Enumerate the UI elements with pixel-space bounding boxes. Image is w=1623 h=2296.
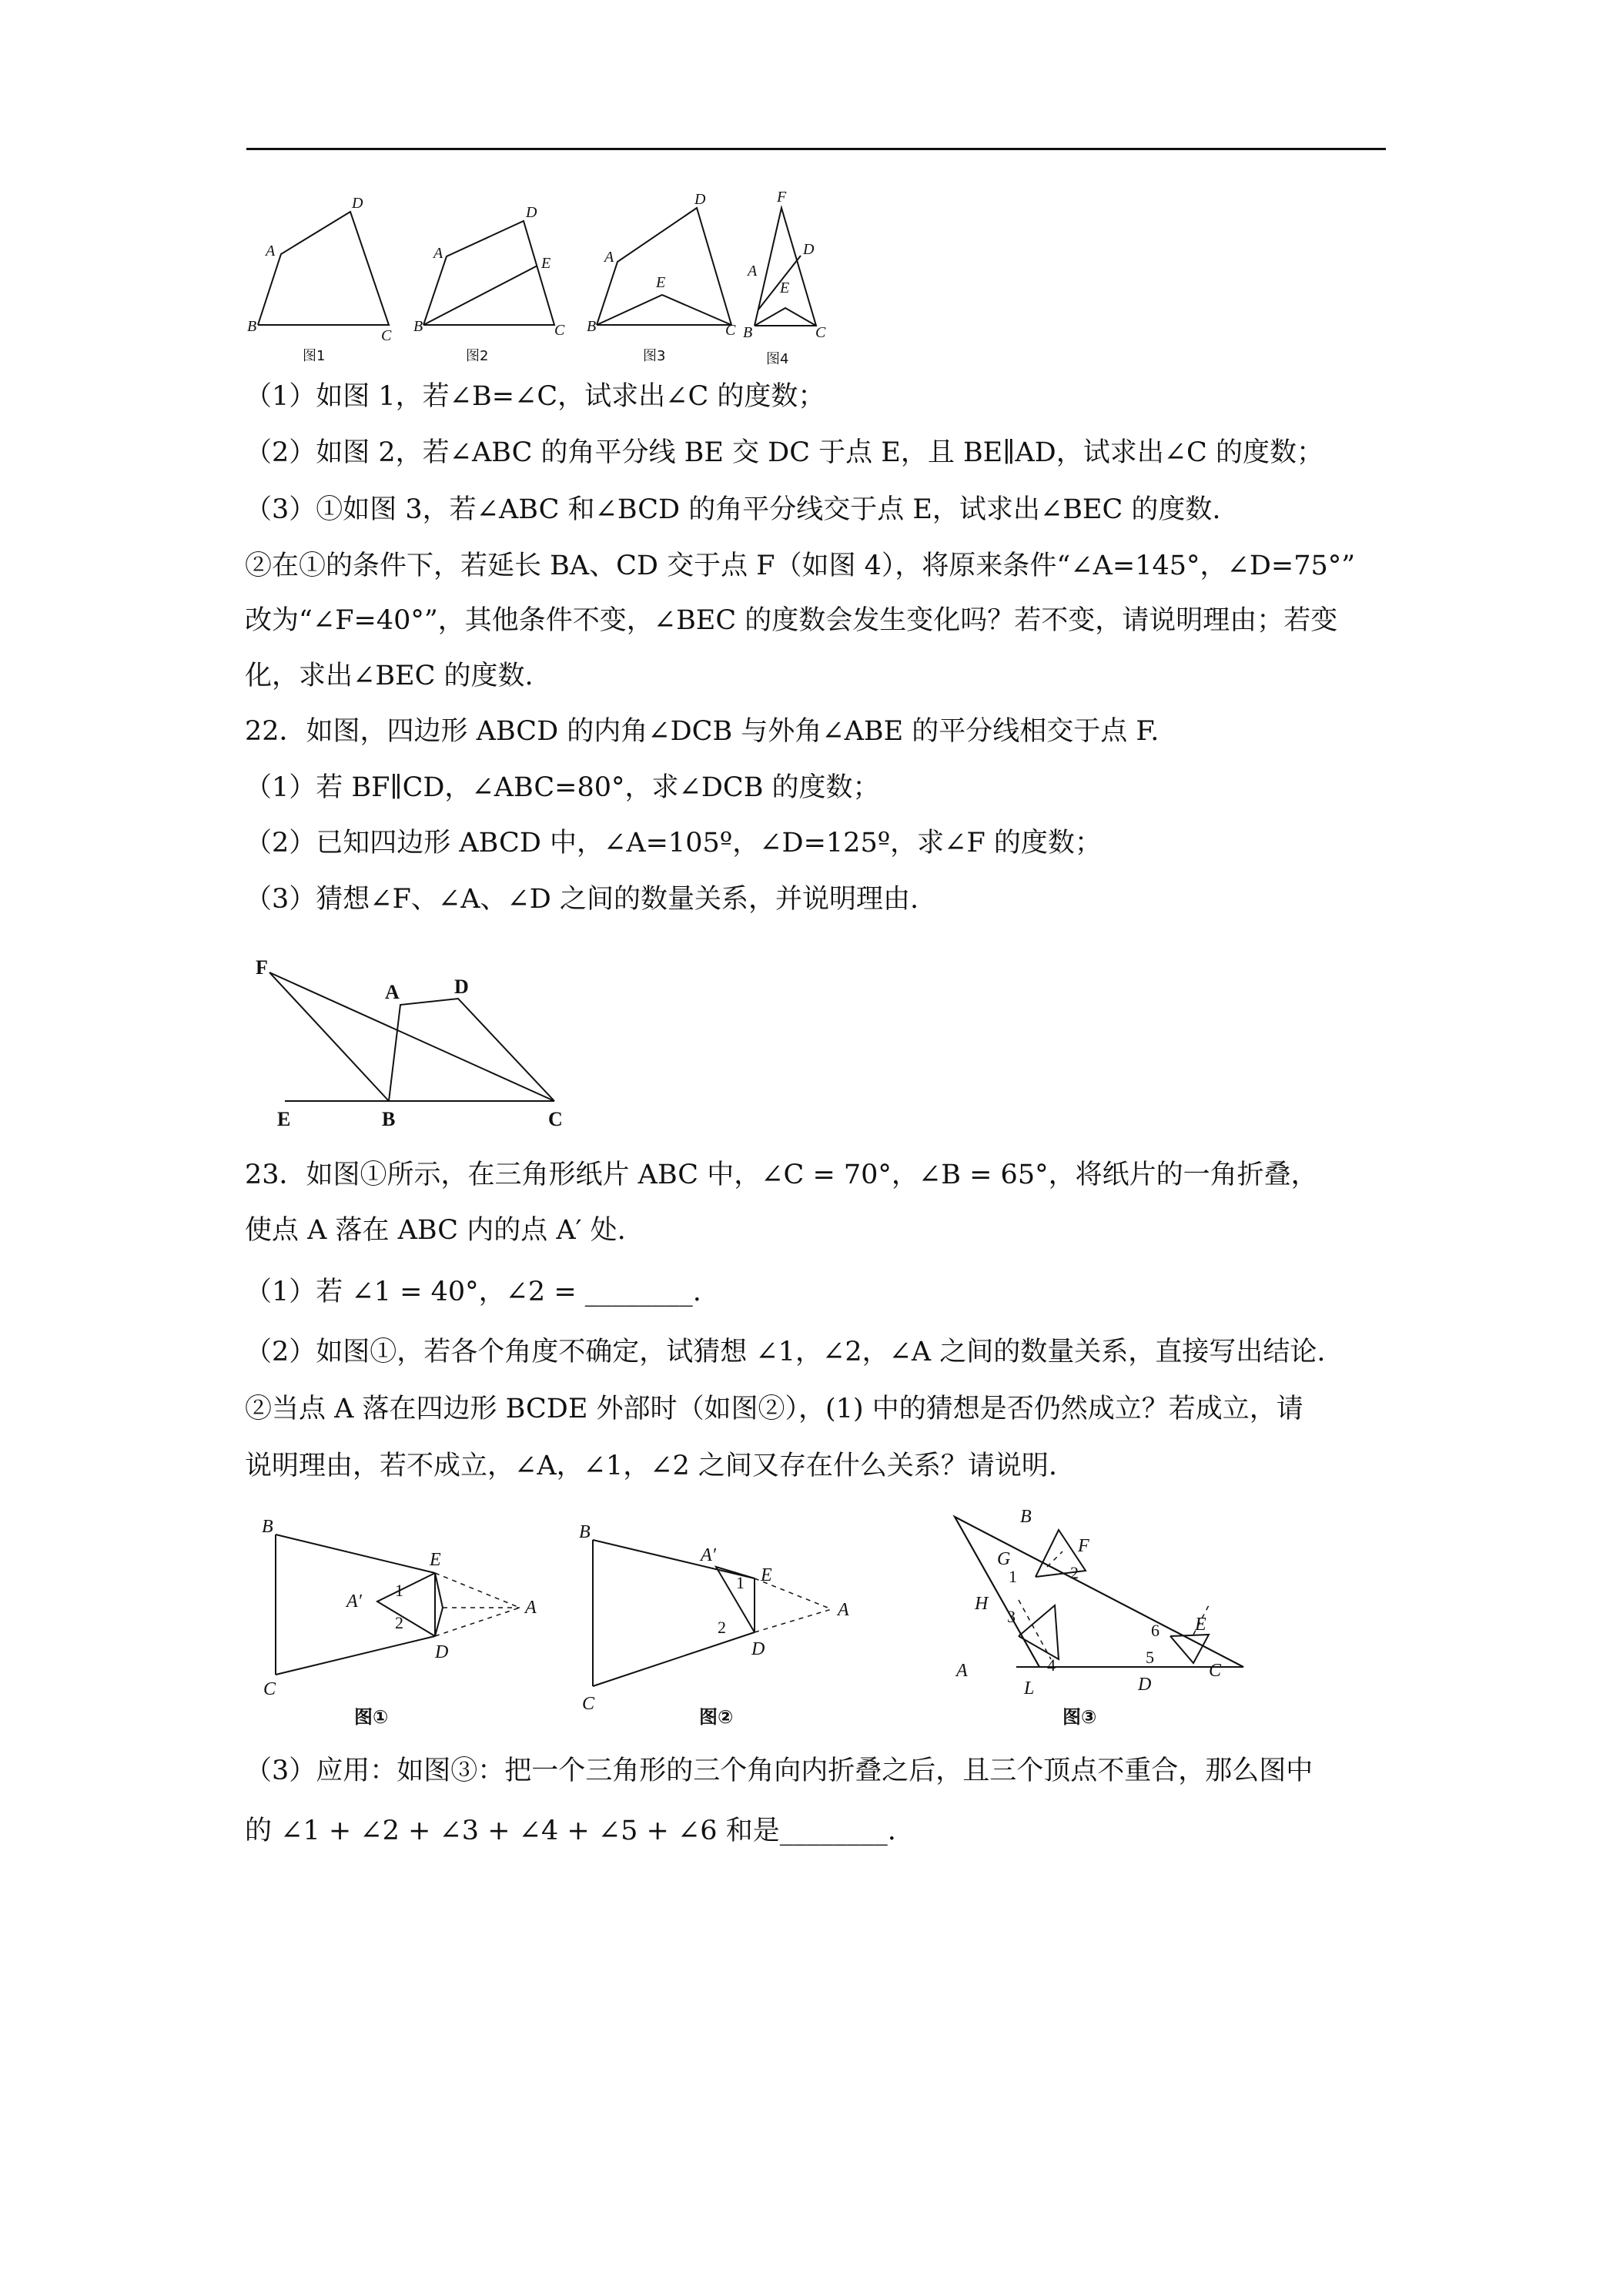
fig1-label-c: C [381,327,392,344]
text-line-14: （2）如图①，若各个角度不确定，试猜想 ∠1，∠2，∠A 之间的数量关系，直接写出结论. [245,1337,1326,1367]
fig1-label-b: B [247,318,257,335]
fig2-label-d: D [526,204,537,221]
fig3-label-c: C [725,322,736,339]
fig1-label-d: D [352,195,363,212]
figure-22 [246,951,577,1136]
fig4-label-a: A [748,263,758,279]
text-line-11: 23．如图①所示，在三角形纸片 ABC 中，∠C = 70°，∠B = 65°，将纸片的一角折叠， [245,1160,1318,1190]
fig23-2-label-b: B [579,1522,591,1542]
fig2-label-c: C [554,322,565,339]
text-line-3: （3）①如图 3，若∠ABC 和∠BCD 的角平分线交于点 E，试求出∠BEC 的度数. [245,494,1221,525]
text-line-9: （2）已知四边形 ABCD 中，∠A=105º，∠D=125º，求∠F 的度数； [245,828,1102,858]
text-line-16: 说明理由，若不成立，∠A，∠1，∠2 之间又存在什么关系？请说明. [245,1451,1058,1481]
fig1-label-a: A [266,243,276,259]
fig23-1-label-a: A [525,1598,537,1618]
fig23-1-label-b: B [262,1517,273,1537]
fig23-3-caption: 图③ [1062,1706,1097,1728]
text-line-10: （3）猜想∠F、∠A、∠D 之间的数量关系，并说明理由. [245,884,919,915]
fig23-3-label-d: D [1138,1675,1152,1695]
fig23-1-label-c: C [263,1679,276,1699]
fig23-1-label-d: D [435,1642,449,1662]
fig22-label-b: B [382,1108,396,1130]
text-line-5: 改为“∠F=40°”，其他条件不变，∠BEC 的度数会发生变化吗？若不变，请说明理由；若变 [245,605,1338,636]
fig23-3-angle-5: 5 [1146,1648,1154,1667]
fig23-3-label-a: A [956,1661,968,1681]
fig23-2-label-a: A [838,1600,849,1620]
fig23-3-angle-4: 4 [1047,1655,1056,1675]
fig3-label-d: D [694,191,706,208]
fig23-3-label-h: H [975,1594,989,1614]
text-line-4: ②在①的条件下，若延长 BA、CD 交于点 F（如图 4），将原来条件“∠A=145°，∠D=75°” [245,551,1356,581]
fig23-1-label-e: E [430,1550,441,1570]
fig22-label-e: E [277,1108,291,1130]
fig23-2-label-c: C [582,1694,595,1714]
fig4-label-b: B [743,324,753,341]
fig23-3-label-e: E [1195,1615,1206,1635]
fig23-3-label-f: F [1078,1536,1089,1556]
fig4-label-d: D [803,241,815,258]
text-line-6: 化，求出∠BEC 的度数. [245,661,534,691]
fig3-caption: 图3 [643,348,666,364]
fig23-3-angle-2: 2 [1070,1563,1079,1582]
text-line-8: （1）若 BF∥CD，∠ABC=80°，求∠DCB 的度数； [245,772,880,803]
fig3-label-e: E [656,274,666,291]
fig23-2-label-d: D [751,1639,765,1659]
figures-1-to-4 [243,185,874,370]
fig23-1-angle-2: 2 [395,1613,403,1632]
fig23-3-angle-3: 3 [1007,1607,1016,1626]
text-line-18: 的 ∠1 + ∠2 + ∠3 + ∠4 + ∠5 + ∠6 和是________. [245,1816,896,1846]
fig23-1-caption: 图① [354,1706,389,1728]
text-line-1: （1）如图 1，若∠B=∠C，试求出∠C 的度数； [245,381,825,412]
header-rule [246,148,1386,150]
fig23-3-angle-6: 6 [1151,1621,1160,1640]
text-line-2: （2）如图 2，若∠ABC 的角平分线 BE 交 DC 于点 E，且 BE∥AD，试求出∠C 的度数； [245,437,1323,468]
fig22-label-d: D [454,976,469,998]
fig23-2-label-a1: A′ [701,1545,716,1565]
fig23-2-label-e: E [761,1565,772,1585]
fig4-label-e: E [780,279,790,296]
text-line-15: ②当点 A 落在四边形 BCDE 外部时（如图②），(1) 中的猜想是否仍然成立？若成立，请 [245,1394,1303,1424]
fig23-3-label-l: L [1024,1678,1035,1699]
text-line-7: 22．如图，四边形 ABCD 的内角∠DCB 与外角∠ABE 的平分线相交于点 F. [245,716,1160,747]
fig23-3-label-g: G [997,1549,1011,1569]
fig2-caption: 图2 [466,348,489,364]
fig2-label-e: E [541,255,551,272]
fig23-3-label-c: C [1209,1661,1222,1681]
fig23-1-label-a1: A′ [346,1591,362,1612]
fig4-label-f: F [777,189,787,206]
fig3-label-b: B [587,318,597,335]
fig2-label-a: A [433,245,443,262]
fig23-2-caption: 图② [699,1706,734,1728]
fig23-3-angle-1: 1 [1009,1567,1017,1586]
fig22-label-f: F [256,956,268,979]
fig22-label-a: A [385,981,400,1003]
fig4-label-c: C [815,324,826,341]
fig3-label-a: A [604,249,614,266]
fig23-3-label-b: B [1020,1507,1032,1527]
fig4-caption: 图4 [766,351,789,367]
fig23-2-angle-2: 2 [718,1618,726,1637]
fig1-caption: 图1 [303,348,326,364]
figures-23 [246,1505,1247,1736]
text-line-17: （3）应用：如图③：把一个三角形的三个角向内折叠之后，且三个顶点不重合，那么图中 [245,1755,1313,1786]
fig23-2-angle-1: 1 [736,1573,745,1592]
text-line-12: 使点 A 落在 ABC 内的点 A′ 处. [245,1215,626,1246]
fig2-label-b: B [413,318,423,335]
fig23-1-angle-1: 1 [395,1581,403,1600]
fig22-label-c: C [548,1108,563,1130]
text-line-13: （1）若 ∠1 = 40°，∠2 = ________. [245,1277,701,1307]
